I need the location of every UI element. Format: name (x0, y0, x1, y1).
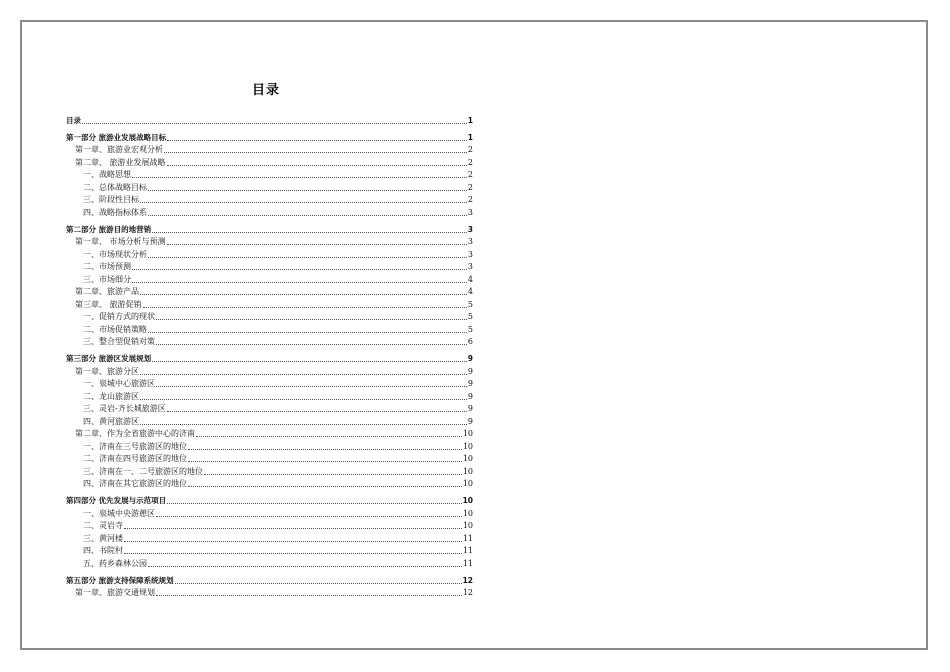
toc-dot-leader (124, 553, 462, 554)
toc-dot-leader (140, 202, 467, 203)
toc-entry[interactable] (66, 205, 473, 218)
toc-entry[interactable] (66, 168, 473, 181)
toc-entry-page-number: 2 (467, 157, 473, 167)
toc-entry-label: 第三部分 旅游区发展规划 (66, 354, 152, 363)
toc-entry-page-number: 12 (462, 575, 473, 585)
toc-entry-label: 一、泉城中央游憩区 (83, 508, 155, 518)
toc-dot-leader (167, 165, 467, 166)
toc-entry-page-number: 4 (467, 287, 473, 296)
toc-dot-leader (152, 232, 467, 233)
toc-entry[interactable] (66, 130, 473, 143)
toc-entry[interactable] (66, 222, 473, 235)
toc-entry-page-number: 10 (462, 521, 473, 530)
toc-entry-page-number: 11 (462, 533, 473, 543)
toc-entry[interactable] (66, 402, 473, 415)
toc-entry[interactable] (66, 519, 473, 532)
toc-entry-label: 目录 (66, 115, 81, 125)
toc-entry-page-number: 3 (467, 249, 473, 259)
toc-entry-page-number: 3 (467, 262, 473, 271)
table-of-contents (66, 113, 473, 598)
toc-dot-leader (140, 374, 467, 375)
toc-entry[interactable] (66, 193, 473, 206)
toc-entry-page-number: 9 (467, 416, 473, 426)
document-title: 目录 (252, 83, 281, 98)
toc-dot-leader (140, 294, 467, 295)
toc-dot-leader (82, 123, 467, 124)
toc-entry-label: 四、济南在其它旅游区的地位 (83, 479, 187, 488)
toc-entry-page-number: 3 (467, 224, 473, 234)
toc-entry-label: 二、市场预测 (83, 262, 131, 271)
toc-entry[interactable] (66, 364, 473, 377)
toc-dot-leader (156, 319, 467, 320)
toc-entry-page-number: 2 (467, 170, 473, 179)
toc-entry[interactable] (66, 297, 473, 310)
toc-entry[interactable] (66, 531, 473, 544)
toc-entry[interactable] (66, 494, 473, 507)
toc-dot-leader (124, 541, 462, 542)
toc-entry-page-number: 10 (462, 466, 473, 476)
toc-entry[interactable] (66, 260, 473, 273)
toc-dot-leader (143, 307, 467, 308)
toc-entry-label: 四、战略指标体系 (83, 207, 147, 217)
toc-entry-label: 一、战略思想 (83, 170, 131, 179)
toc-entry-label: 第二章、作为全省旅游中心的济南 (75, 429, 195, 438)
toc-entry-label: 第一部分 旅游业发展战略目标 (66, 132, 167, 142)
toc-dot-leader (124, 528, 462, 529)
toc-entry-label: 一、促销方式的现状 (83, 312, 155, 321)
toc-dot-leader (140, 399, 467, 400)
toc-entry[interactable] (66, 556, 473, 569)
toc-entry-label: 二、灵岩寺 (83, 521, 123, 530)
toc-dot-leader (204, 474, 462, 475)
toc-entry-label: 三、济南在一、二号旅游区的地位 (83, 466, 203, 476)
toc-dot-leader (152, 361, 467, 362)
toc-entry-page-number: 10 (462, 496, 473, 505)
toc-entry-label: 一、济南在三号旅游区的地位 (83, 441, 187, 451)
toc-entry-label: 第五部分 旅游支持保障系统规划 (66, 575, 174, 585)
toc-entry[interactable] (66, 427, 473, 440)
toc-dot-leader (148, 566, 462, 567)
toc-entry-label: 第一章、 市场分析与预测 (75, 237, 166, 246)
toc-dot-leader (132, 177, 467, 178)
toc-entry[interactable] (66, 452, 473, 465)
toc-entry-page-number: 6 (467, 337, 473, 346)
toc-entry-page-number: 3 (467, 207, 473, 217)
toc-entry-page-number: 5 (467, 299, 473, 309)
toc-entry-label: 第二章、 旅游业发展战略 (75, 157, 166, 167)
toc-entry-page-number: 5 (467, 324, 473, 334)
toc-entry[interactable] (66, 477, 473, 490)
toc-dot-leader (167, 503, 461, 504)
toc-entry-page-number: 5 (467, 312, 473, 321)
toc-entry[interactable] (66, 113, 473, 126)
toc-entry[interactable] (66, 377, 473, 390)
toc-dot-leader (196, 436, 462, 437)
toc-entry-page-number: 9 (467, 391, 473, 401)
toc-entry-page-number: 4 (467, 274, 473, 284)
toc-entry[interactable] (66, 352, 473, 365)
toc-entry-page-number: 2 (467, 195, 473, 204)
toc-entry[interactable] (66, 414, 473, 427)
toc-entry-page-number: 2 (467, 145, 473, 154)
toc-entry-label: 一、泉城中心旅游区 (83, 379, 155, 388)
toc-entry-label: 三、阶段性目标 (83, 195, 139, 204)
toc-dot-leader (140, 424, 467, 425)
toc-entry-label: 一、市场现状分析 (83, 249, 147, 259)
toc-dot-leader (132, 269, 467, 270)
toc-entry-label: 第一章、旅游分区 (75, 366, 139, 376)
toc-entry-page-number: 1 (467, 132, 473, 142)
toc-entry-page-number: 9 (467, 404, 473, 413)
toc-dot-leader (148, 332, 467, 333)
toc-entry-page-number: 11 (462, 558, 473, 568)
toc-dot-leader (148, 257, 467, 258)
toc-entry[interactable] (66, 322, 473, 335)
toc-dot-leader (188, 486, 462, 487)
toc-entry[interactable] (66, 586, 473, 599)
toc-entry-label: 第一章、旅游交通规划 (75, 588, 155, 597)
toc-dot-leader (148, 190, 467, 191)
toc-dot-leader (156, 595, 462, 596)
toc-entry-label: 三、整合型促销对策 (83, 337, 155, 346)
toc-entry[interactable] (66, 235, 473, 248)
toc-entry[interactable] (66, 247, 473, 260)
toc-entry[interactable] (66, 143, 473, 156)
toc-entry-page-number: 10 (462, 508, 473, 518)
toc-entry-label: 第四部分 优先发展与示范项目 (66, 496, 167, 505)
toc-entry-label: 三、市场细分 (83, 274, 131, 284)
toc-entry-page-number: 10 (462, 454, 473, 463)
toc-dot-leader (188, 449, 462, 450)
toc-entry[interactable] (66, 506, 473, 519)
toc-entry-page-number: 3 (467, 237, 473, 246)
toc-entry-page-number: 2 (467, 182, 473, 192)
toc-entry-label: 第二部分 旅游目的地营销 (66, 224, 152, 234)
toc-entry-label: 三、灵岩-齐长城旅游区 (83, 404, 166, 413)
toc-entry[interactable] (66, 439, 473, 452)
toc-entry[interactable] (66, 464, 473, 477)
toc-entry-label: 二、市场促销策略 (83, 324, 147, 334)
toc-dot-leader (156, 516, 462, 517)
toc-entry[interactable] (66, 310, 473, 323)
toc-entry-label: 二、济南在四号旅游区的地位 (83, 454, 187, 463)
toc-entry-page-number: 1 (467, 115, 473, 125)
toc-dot-leader (167, 411, 467, 412)
toc-entry-page-number: 10 (462, 429, 473, 438)
toc-entry-label: 三、黄河楼 (83, 533, 123, 543)
toc-dot-leader (132, 282, 467, 283)
toc-dot-leader (156, 344, 467, 345)
toc-entry-page-number: 12 (462, 588, 473, 597)
toc-entry[interactable] (66, 285, 473, 298)
toc-entry[interactable] (66, 389, 473, 402)
toc-entry-label: 二、总体战略目标 (83, 182, 147, 192)
toc-dot-leader (167, 244, 467, 245)
toc-entry-page-number: 9 (467, 366, 473, 376)
toc-entry[interactable] (66, 335, 473, 348)
toc-entry-label: 第一章、旅游业宏观分析 (75, 145, 163, 154)
toc-entry-label: 四、书院村 (83, 546, 123, 555)
toc-entry-label: 四、黄河旅游区 (83, 416, 139, 426)
toc-entry[interactable] (66, 272, 473, 285)
toc-dot-leader (148, 215, 467, 216)
toc-entry-page-number: 9 (467, 354, 473, 363)
toc-entry-label: 第二章、旅游产品 (75, 287, 139, 296)
toc-entry[interactable] (66, 544, 473, 557)
toc-dot-leader (175, 583, 462, 584)
toc-entry-label: 第三章、 旅游促销 (75, 299, 142, 309)
toc-entry-label: 二、龙山旅游区 (83, 391, 139, 401)
toc-entry-page-number: 11 (462, 546, 473, 555)
toc-dot-leader (156, 386, 467, 387)
toc-dot-leader (164, 152, 467, 153)
toc-entry[interactable] (66, 573, 473, 586)
toc-entry-page-number: 9 (467, 379, 473, 388)
toc-entry[interactable] (66, 180, 473, 193)
toc-entry[interactable] (66, 155, 473, 168)
toc-entry-page-number: 10 (462, 441, 473, 451)
toc-entry-label: 五、药乡森林公园 (83, 558, 147, 568)
toc-dot-leader (188, 461, 462, 462)
toc-entry-page-number: 10 (462, 479, 473, 488)
toc-dot-leader (167, 140, 467, 141)
